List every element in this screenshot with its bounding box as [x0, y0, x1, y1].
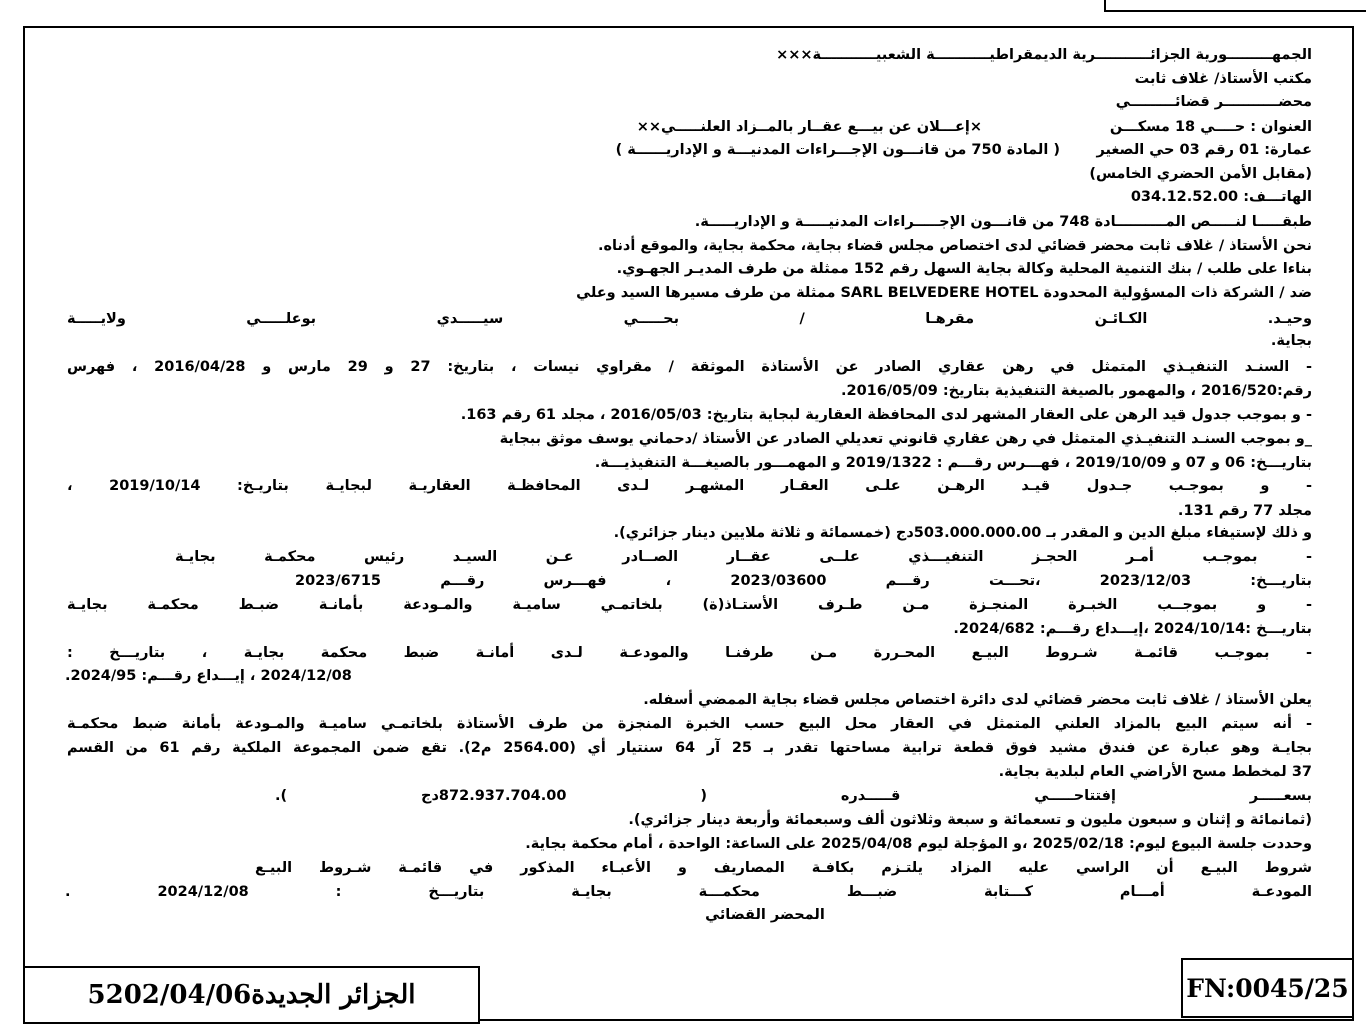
signature: المحضر القضائي	[705, 907, 825, 923]
office-name: مكتب الأستاذ/ غلاف ثابت	[1134, 71, 1312, 87]
body-line-part: 2024/12/08 ، إيـــداع رقـــم: 2024/95.	[65, 668, 352, 684]
top-border-fragment	[1104, 0, 1366, 12]
fn-code-box	[1181, 958, 1354, 1018]
body-line: مجلد 77 رقم 131.	[1177, 503, 1312, 519]
body-line: طبقـــــا لنـــــص المــــــــــادة 748 من قانـــون الإجـــــراءات المدنيـــــة و الإداريـــــة.	[694, 214, 1312, 230]
fn-code: FN:0045/25	[1186, 973, 1349, 1003]
newspaper-box	[23, 966, 480, 1024]
body-line: بجاية.	[1270, 333, 1312, 349]
body-line: و ذلك لإستيفاء مبلغ الدين و المقدر بـ 503.000.000.00دج (خمسمائة و ثلاثة ملايين دينار جزائري).	[613, 525, 1312, 541]
body-line: بتاريـــخ :2024/10/14 ،إيـــداع رقـــم: 2024/682.	[953, 621, 1312, 637]
price-in-words: (ثمانمائة و إثنان و سبعون مليون و تسعمائة و سبعة وثلاثون ألف وسبعمائة وأربعة دينار جزائري).	[628, 812, 1312, 828]
body-line: بجايـة وهو عبارة عن فندق مشيد فوق قطعة ترابية مساحتها تقدر بـ 25 آر 64 سنتيار أي (2564.00 م2). تقع ضمن المجموعة الملكية رقم 61 من القسم	[67, 740, 1312, 756]
body-line: يعلن الأستاذ / غلاف ثابت محضر قضائي لدى دائرة اختصاص مجلس قضاء بجاية الممضي أسفله.	[643, 692, 1312, 708]
address-label: العنوان : حــــي 18 مسكـــن	[1109, 119, 1312, 135]
sale-announcement-title: ×إعـــلان عن بيـــع عقــار بالمــزاد العلنـــــي××	[636, 119, 982, 135]
body-line: - السنـد التنفيـذي المتمثل في رهن عقاري الصادر عن الأستاذة الموثقة / مقراوي نيسات ، بتاريخ: 27 و 29 مارس و 2016/04/28 ، فهرس	[67, 359, 1313, 375]
body-line: - بموجـب أمـر الحجـز التنفيـــذي علــى عقــار الصــادر عـن السيـد رئيس محكمـة بجايـة	[175, 549, 1312, 565]
body-line: - أنه سيتم البيع بالمزاد العلني المتمثل في العقار محل البيع حسب الخبرة المنجزة من طرف الأستاذة بلخاتمـي ساميـة والمـودعة بأمانة ضبط محكمـة	[67, 716, 1312, 732]
body-line: المودعـة أمـــام كـــتابة ضبـــط محكمـــة بجايـة بتاريـــخ : 2024/12/08 .	[65, 884, 1312, 900]
body-line: وحيـد. الكـائـن مقرهـا / بحـــــي سيـــــدي بوعلـــــي ولايـــــة	[67, 311, 1312, 327]
body-line: _و بموجب السنـد التنفيـذي المتمثل في رهن عقاري قانوني تعديلي الصادر عن الأستاذ /دحماني يوسف موثق ببجاية	[499, 431, 1312, 447]
body-line: شروط البيـع أن الراسي عليه المزاد يلتـزم بكافـة المصاريف و الأعبـاء المذكور في قائمـة شـروط البيـع	[255, 860, 1312, 876]
body-line: 37 لمخطط مسح الأراضي العام لبلدية بجاية.	[998, 764, 1312, 780]
bailiff-title: محضـــــــــــر قضائـــــــــي	[1115, 94, 1312, 110]
body-line: نحن الأستاذ / غلاف ثابت محضر قضائي لدى اختصاص مجلس قضاء بجاية، محكمة بجاية، والموقع أدناه.	[597, 238, 1312, 254]
body-line: بناءا على طلب / بنك التنمية المحلية وكالة بجاية السهل رقم 152 ممثلة من طرف المديـر الجهـوي.	[616, 261, 1312, 277]
republic-title: الجمهـــــــــورية الجزائـــــــــــرية الديمقراطيـــــــــــة الشعبيـــــــــــة×××	[776, 47, 1312, 63]
opening-price: بسعـــــر إفتتاحـــــي قـــــدره ( 872.937.704.00دج ).	[275, 788, 1312, 804]
body-line: - بموجـب قائمـة شـروط البيـع المحـررة مـن طرفنـا والمودعـة لـدى أمانـة ضبط محكمة بجايـة ، بتاريـــخ :	[67, 645, 1312, 661]
body-line	[65, 665, 1312, 687]
phone-number: الهاتـــف: 034.12.52.00	[1130, 189, 1312, 205]
article-reference: ( المادة 750 من قانـــون الإجـــراءات المدنيـــة و الإداريــــــة )	[615, 142, 1060, 158]
body-line: رقم:2016/520 ، والمهمور بالصيغة التنفيذية بتاريخ: 2016/05/09.	[840, 383, 1312, 399]
body-line: - و بموجــب الخبـرة المنجـزة مـن طـرف الأستـاذ(ة) بلخاتمـي ساميـة والمـودعة بأمانـة ضبـط محكمـة بجايـة	[67, 597, 1312, 613]
address-landmark: (مقابل الأمن الحضري الخامس)	[1089, 166, 1312, 182]
body-line: بتاريـــخ: 06 و 07 و 2019/10/09 ، فهـــرس رقـــم : 2019/1322 و المهمـــور بالصيغـــة التنفيذيـــة.	[594, 455, 1312, 471]
body-line: - و بموجـب جـدول قيـد الرهـن علـى العقـار المشهـر لـدى المحافظـة العقاريـة لبجايـة بتاريـخ: 2019/10/14 ،	[67, 478, 1313, 494]
announcement-frame	[23, 26, 1354, 1021]
auction-dates: وحددت جلسة البيوع ليوم: 2025/02/18 ،و المؤجلة ليوم 2025/04/08 على الساعة: الواحدة ، أمام محكمة بجاية.	[525, 836, 1312, 852]
address-building: عمارة: 01 رقم 03 حي الصغير	[1096, 142, 1312, 158]
body-line: - و بموجب جدول قيد الرهن على العقار المشهر لدى المحافظة العقارية لبجاية بتاريخ: 2016/05/03 ، مجلد 61 رقم 163.	[460, 407, 1312, 423]
body-line: ضد / الشركة ذات المسؤولية المحدودة SARL BELVEDERE HOTEL ممثلة من طرف مسيرها السيد وعلي	[576, 285, 1312, 301]
newspaper-name: الجزائر الجديدة	[251, 980, 416, 1010]
body-line: بتاريـــخ: 2023/12/03 ،تحـــت رقـــم 2023/03600 ، فهـــرس رقـــم 2023/6715	[295, 573, 1312, 589]
publication-date: 5202/04/06	[87, 980, 252, 1010]
